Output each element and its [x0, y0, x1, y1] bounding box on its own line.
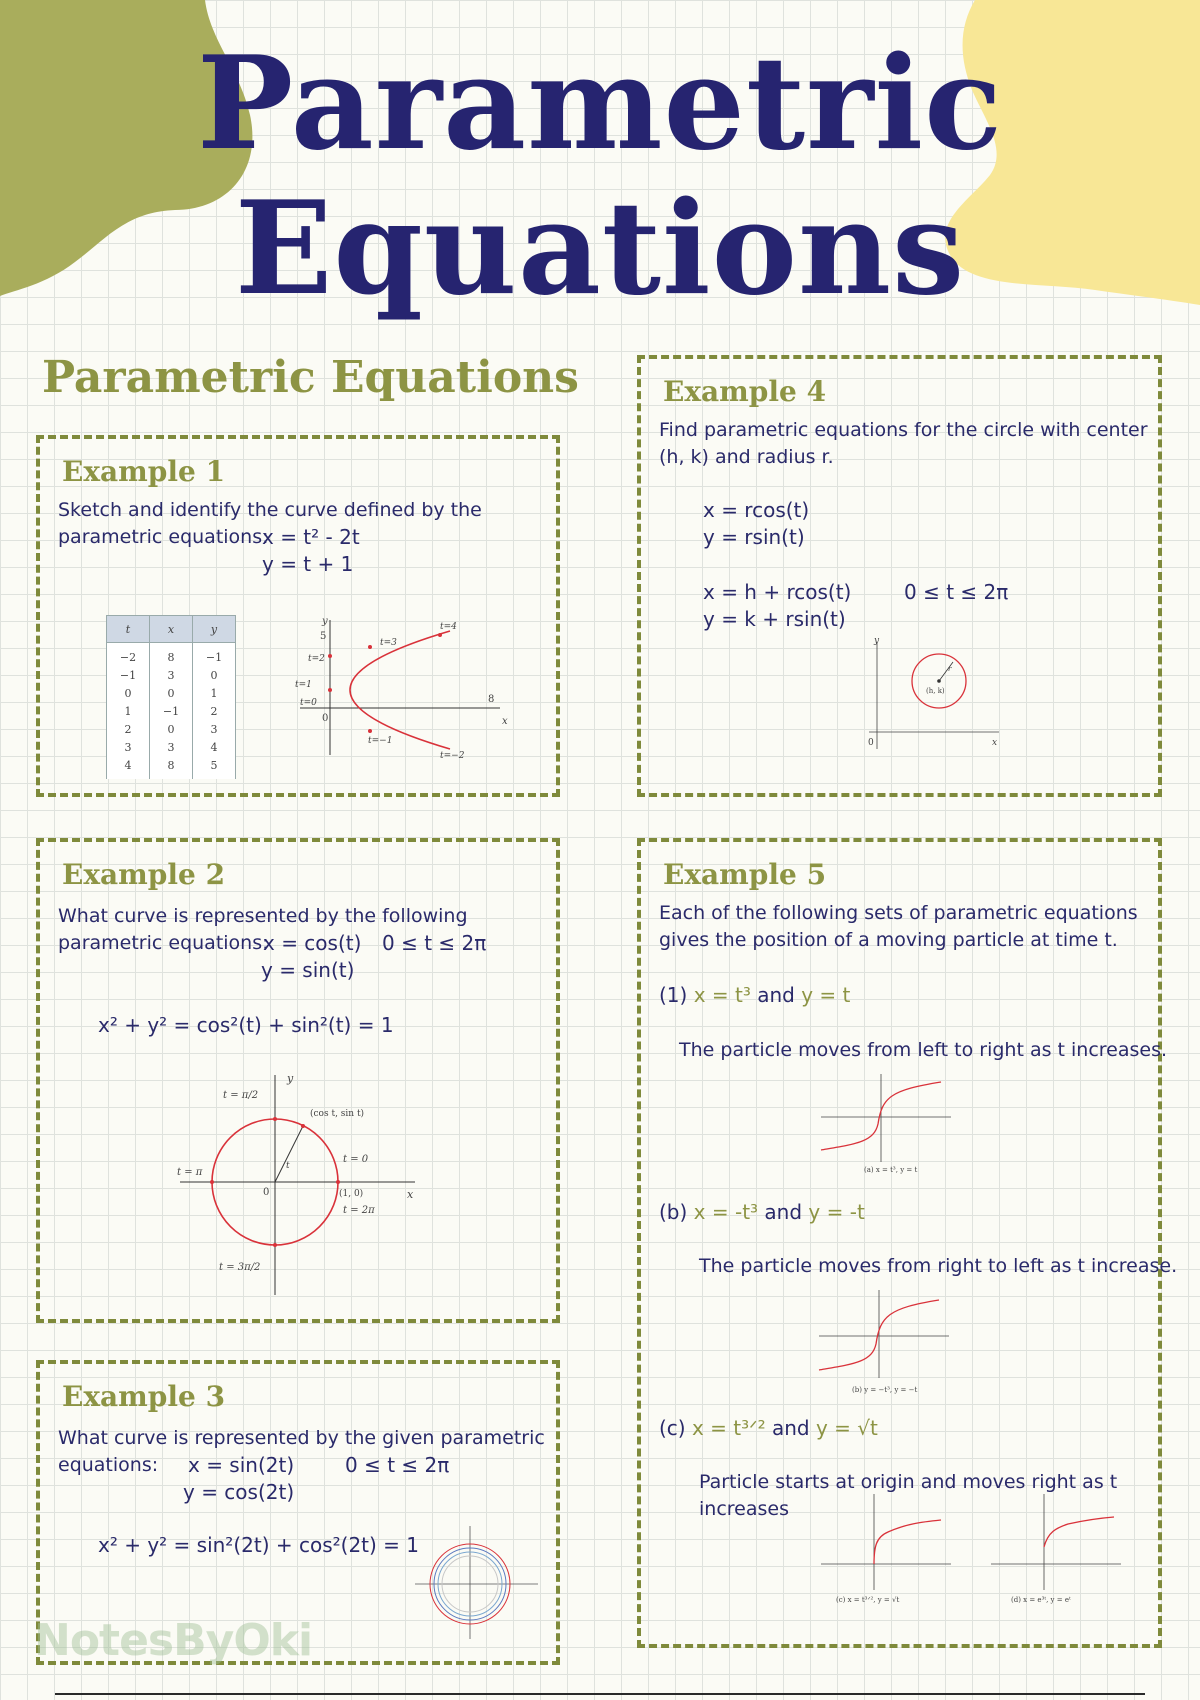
example2-eq-x: x = cos(t)	[263, 931, 362, 955]
example5-c-eq1: x = t³ᐟ²	[691, 1416, 766, 1440]
table-cell: 1	[193, 684, 236, 702]
example2-range: 0 ≤ t ≤ 2π	[382, 931, 487, 955]
graph-label: t = π	[177, 1167, 203, 1178]
example5-heading: Example 5	[663, 858, 827, 891]
table-cell: 1	[107, 702, 150, 720]
graph-label: t	[286, 1161, 290, 1171]
example3-eq-y: y = cos(2t)	[183, 1480, 295, 1504]
example2-eq-y: y = sin(t)	[261, 958, 355, 982]
table-cell: 0	[150, 684, 193, 702]
table-header: y	[193, 616, 236, 643]
example2-heading: Example 2	[62, 858, 226, 891]
table-cell: 8	[150, 643, 193, 667]
page-title-line2: Equations	[234, 174, 966, 324]
example5-b-label: (b)	[659, 1200, 688, 1224]
example3-heading: Example 3	[62, 1380, 226, 1413]
example5-c-caption2: (d) x = e³ᵗ, y = eᵗ	[1011, 1596, 1071, 1604]
example1-eq-x: x = t² - 2t	[262, 525, 360, 549]
graph-label: t = 3π/2	[219, 1262, 261, 1273]
table-header: t	[107, 616, 150, 643]
table-cell: 2	[107, 720, 150, 738]
table-cell: 5	[193, 756, 236, 779]
table-row	[107, 702, 236, 720]
example5-a-line	[659, 982, 850, 1009]
example3-range: 0 ≤ t ≤ 2π	[345, 1453, 450, 1477]
graph-label: y	[322, 616, 328, 627]
table-row	[107, 720, 236, 738]
graph-label: t = 2π	[343, 1205, 375, 1216]
example5-b-line	[659, 1199, 865, 1226]
graph-label: t=−2	[440, 751, 465, 761]
table-row	[107, 684, 236, 702]
graph-label: x	[502, 716, 508, 727]
example5-c-desc2: increases	[699, 1498, 789, 1520]
example1-table	[106, 615, 236, 779]
example3-text2: equations:	[58, 1454, 159, 1476]
example1-eq-y: y = t + 1	[262, 552, 354, 576]
graph-label: t=−1	[368, 736, 393, 746]
graph-label: (h, k)	[926, 687, 945, 695]
table-cell: 2	[193, 702, 236, 720]
example5-b-caption: (b) y = −t³, y = −t	[852, 1386, 918, 1394]
example4-eq1-y: y = rsin(t)	[703, 525, 805, 549]
example5-and: and	[771, 1416, 810, 1440]
graph-label: t=1	[295, 680, 312, 690]
table-cell: 0	[193, 666, 236, 684]
table-row	[107, 738, 236, 756]
page-title-line1: Parametric	[196, 29, 1004, 179]
graph-label: 0	[868, 738, 874, 748]
example4-eq2-y: y = k + rsin(t)	[703, 607, 846, 631]
example5-b-desc: The particle moves from right to left as t increase.	[699, 1255, 1178, 1277]
table-cell: 3	[150, 738, 193, 756]
graph-label: t=3	[380, 638, 397, 648]
example5-b-eq2: y = -t	[808, 1200, 865, 1224]
example5-a-eq2: y = t	[801, 983, 851, 1007]
section-heading: Parametric Equations	[42, 352, 579, 403]
example5-and: and	[757, 983, 795, 1007]
table-cell: 0	[150, 720, 193, 738]
example5-c-caption1: (c) x = t³ᐟ², y = √t	[836, 1596, 900, 1604]
graph-label: y	[874, 637, 880, 646]
example3-circle-graph	[410, 1524, 550, 1644]
example3-text1: What curve is represented by the given parametric	[58, 1427, 545, 1449]
table-cell: 8	[150, 756, 193, 779]
example5-and: and	[764, 1200, 803, 1224]
example5-text1: Each of the following sets of parametric equations	[659, 902, 1138, 924]
table-cell: −1	[107, 666, 150, 684]
graph-label: 8	[488, 694, 495, 705]
example4-circle-graph	[859, 637, 1004, 755]
table-cell: −1	[193, 643, 236, 667]
graph-label: t = 0	[343, 1154, 369, 1165]
graph-label: t=4	[440, 622, 457, 632]
table-row	[107, 643, 236, 667]
graph-label: 0	[322, 713, 329, 724]
example4-card	[637, 355, 1162, 797]
table-cell: 3	[150, 666, 193, 684]
table-cell: 0	[107, 684, 150, 702]
example5-c-desc1: Particle starts at origin and moves right as t	[699, 1471, 1118, 1493]
bottom-divider	[55, 1693, 1145, 1695]
graph-label: t = π/2	[223, 1090, 259, 1101]
table-cell: 4	[193, 738, 236, 756]
graph-label: x	[992, 738, 998, 748]
example4-eq2-x: x = h + rcos(t)	[703, 580, 852, 604]
example5-c-line	[659, 1415, 878, 1442]
example5-c-graph	[816, 1492, 956, 1607]
graph-label: 0	[263, 1187, 270, 1198]
example5-a-label: (1)	[659, 983, 688, 1007]
example1-text2: parametric equations:	[58, 526, 269, 548]
example5-a-eq1: x = t³	[693, 983, 751, 1007]
graph-label: t=0	[300, 698, 317, 708]
table-row	[107, 756, 236, 779]
table-cell: −1	[150, 702, 193, 720]
example4-text2: (h, k) and radius r.	[659, 446, 834, 468]
table-cell: 3	[107, 738, 150, 756]
graph-label: y	[287, 1072, 294, 1085]
graph-label: r	[948, 665, 952, 673]
graph-label: t=2	[308, 654, 325, 664]
table-row	[107, 666, 236, 684]
example1-heading: Example 1	[62, 455, 226, 488]
example2-identity: x² + y² = cos²(t) + sin²(t) = 1	[98, 1013, 394, 1037]
example4-eq1-x: x = rcos(t)	[703, 498, 810, 522]
example2-circle-graph	[175, 1070, 425, 1300]
table-cell: 3	[193, 720, 236, 738]
graph-label: x	[407, 1188, 414, 1201]
table-cell: 4	[107, 756, 150, 779]
example3-identity: x² + y² = sin²(2t) + cos²(2t) = 1	[98, 1533, 420, 1557]
table-cell: −2	[107, 643, 150, 667]
example5-a-graph	[816, 1072, 956, 1177]
example4-text1: Find parametric equations for the circle with center	[659, 419, 1148, 441]
example5-b-graph	[814, 1288, 954, 1398]
example5-a-caption: (a) x = t³, y = t	[864, 1166, 918, 1174]
example2-text1: What curve is represented by the following	[58, 905, 468, 927]
example3-eq-x: x = sin(2t)	[188, 1453, 295, 1477]
watermark: NotesByOki	[34, 1615, 313, 1666]
graph-label: (cos t, sin t)	[310, 1109, 365, 1119]
example5-c-eq2: y = √t	[815, 1416, 878, 1440]
example5-b-eq1: x = -t³	[693, 1200, 759, 1224]
graph-label: 5	[320, 631, 327, 642]
graph-label: (1, 0)	[339, 1189, 364, 1199]
example4-heading: Example 4	[663, 375, 827, 408]
example2-text2: parametric equations:	[58, 932, 269, 954]
example1-card	[36, 435, 560, 797]
example2-card	[36, 838, 560, 1323]
example5-c-label: (c)	[659, 1416, 686, 1440]
example5-d-graph	[986, 1492, 1126, 1607]
example4-range: 0 ≤ t ≤ 2π	[904, 580, 1009, 604]
example1-parabola-graph	[290, 615, 530, 765]
example5-text2: gives the position of a moving particle at time t.	[659, 929, 1118, 951]
example1-text1: Sketch and identify the curve defined by the	[58, 499, 482, 521]
table-header: x	[150, 616, 193, 643]
example5-a-desc: The particle moves from left to right as t increases.	[679, 1039, 1168, 1061]
example5-card	[637, 838, 1178, 1648]
